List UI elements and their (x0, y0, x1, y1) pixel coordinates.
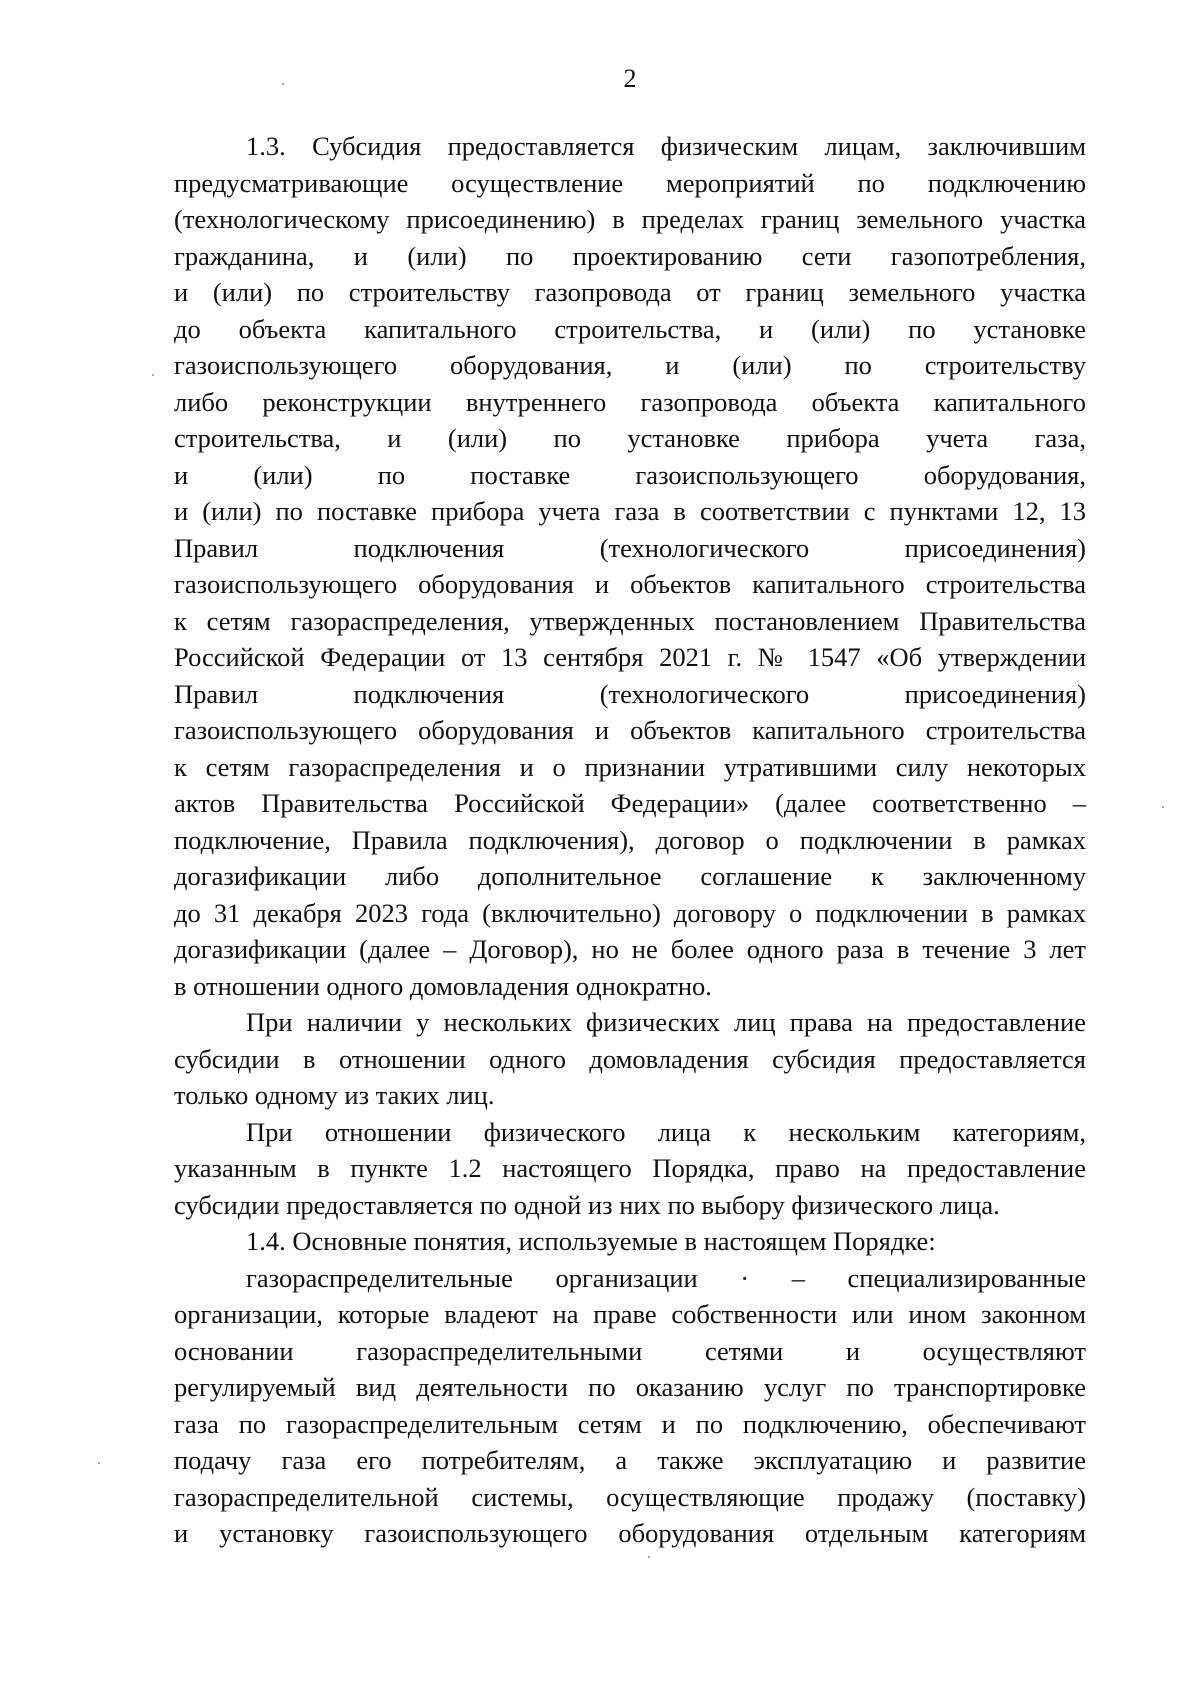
text-line: указанным в пункте 1.2 настоящего Порядка, право на предоставление (174, 1153, 1086, 1183)
text-line: либо реконструкции внутреннего газопровода объекта капитального (174, 386, 1086, 417)
text-line: При наличии у нескольких физических лиц права на предоставление (246, 1007, 1086, 1037)
text-line: и (или) по поставке прибора учета газа в соответствии с пунктами 12, 13 (174, 496, 1086, 526)
text-line: 1.4. Основные понятия, используемые в настоящем Порядке: (246, 1226, 936, 1256)
paragraph (174, 1004, 1086, 1114)
text-line: подачу газа его потребителям, а также эксплуатацию и развитие (174, 1445, 1086, 1475)
text-line: 1.3. Субсидия предоставляется физическим лицам, заключившим (246, 131, 1086, 161)
scan-speck (648, 1556, 650, 1558)
text-line: предусматривающие осуществление мероприятий по подключению (174, 167, 1086, 198)
text-line: до 31 декабря 2023 года (включительно) договору о подключении в рамках (174, 897, 1086, 928)
text-line: организации, которые владеют на праве собственности или ином законном (174, 1299, 1086, 1329)
text-line: газоиспользующего оборудования, и (или) по строительству (174, 350, 1086, 380)
text-line: строительства, и (или) по установке прибора учета газа, (174, 423, 1086, 453)
paragraph (174, 1260, 1086, 1552)
text-line: к сетям газораспределения и о признании утратившими силу некоторых (174, 751, 1086, 782)
scan-speck (282, 83, 284, 85)
text-line: газораспределительной системы, осуществляющие продажу (поставку) (174, 1481, 1086, 1512)
text-line: подключение, Правила подключения), договор о подключении в рамках (174, 824, 1086, 855)
text-line: гражданина, и (или) по проектированию сети газопотребления, (174, 240, 1086, 271)
text-line: субсидии предоставляется по одной из них по выбору физического лица. (174, 1189, 1000, 1220)
document-body (174, 128, 1086, 1552)
paragraph (174, 1223, 1086, 1260)
text-line: в отношении одного домовладения однократно. (174, 970, 712, 1001)
text-line: Российской Федерации от 13 сентября 2021 г. № 1547 «Об утверждении (174, 642, 1086, 672)
text-line: субсидии в отношении одного домовладения субсидия предоставляется (174, 1043, 1086, 1074)
text-line: и (или) по строительству газопровода от границ земельного участка (174, 277, 1086, 307)
text-line: и (или) по поставке газоиспользующего оборудования, (174, 459, 1086, 490)
text-line: до объекта капитального строительства, и (или) по установке (174, 313, 1086, 344)
text-line: Правил подключения (технологического присоединения) (174, 532, 1086, 563)
text-line: догазификации (далее – Договор), но не более одного раза в течение 3 лет (174, 934, 1086, 964)
paragraph (174, 128, 1086, 1004)
text-line: и установку газоиспользующего оборудования отдельным категориям (174, 1518, 1086, 1548)
text-line: При отношении физического лица к нескольким категориям, (246, 1116, 1086, 1147)
scan-speck (152, 374, 154, 376)
text-line: газораспределительные организации · – специализированные (246, 1262, 1086, 1293)
scan-speck (1162, 806, 1164, 808)
text-line: догазификации либо дополнительное соглашение к заключенному (174, 861, 1086, 891)
text-line: Правил подключения (технологического присоединения) (174, 678, 1086, 709)
text-line: только одному из таких лиц. (174, 1080, 495, 1110)
text-line: газоиспользующего оборудования и объектов капитального строительства (174, 715, 1086, 745)
text-line: газа по газораспределительным сетям и по подключению, обеспечивают (174, 1408, 1086, 1439)
scan-speck (98, 1462, 100, 1464)
paragraph (174, 1114, 1086, 1224)
text-line: актов Правительства Российской Федерации» (далее соответственно – (174, 788, 1086, 818)
text-line: основании газораспределительными сетями и осуществляют (174, 1335, 1086, 1366)
text-line: (технологическому присоединению) в пределах границ земельного участка (174, 204, 1086, 234)
text-line: регулируемый вид деятельности по оказанию услуг по транспортировке (174, 1372, 1086, 1402)
page-number: 2 (623, 64, 637, 93)
text-line: газоиспользующего оборудования и объектов капитального строительства (174, 569, 1086, 599)
text-line: к сетям газораспределения, утвержденных постановлением Правительства (174, 605, 1086, 636)
